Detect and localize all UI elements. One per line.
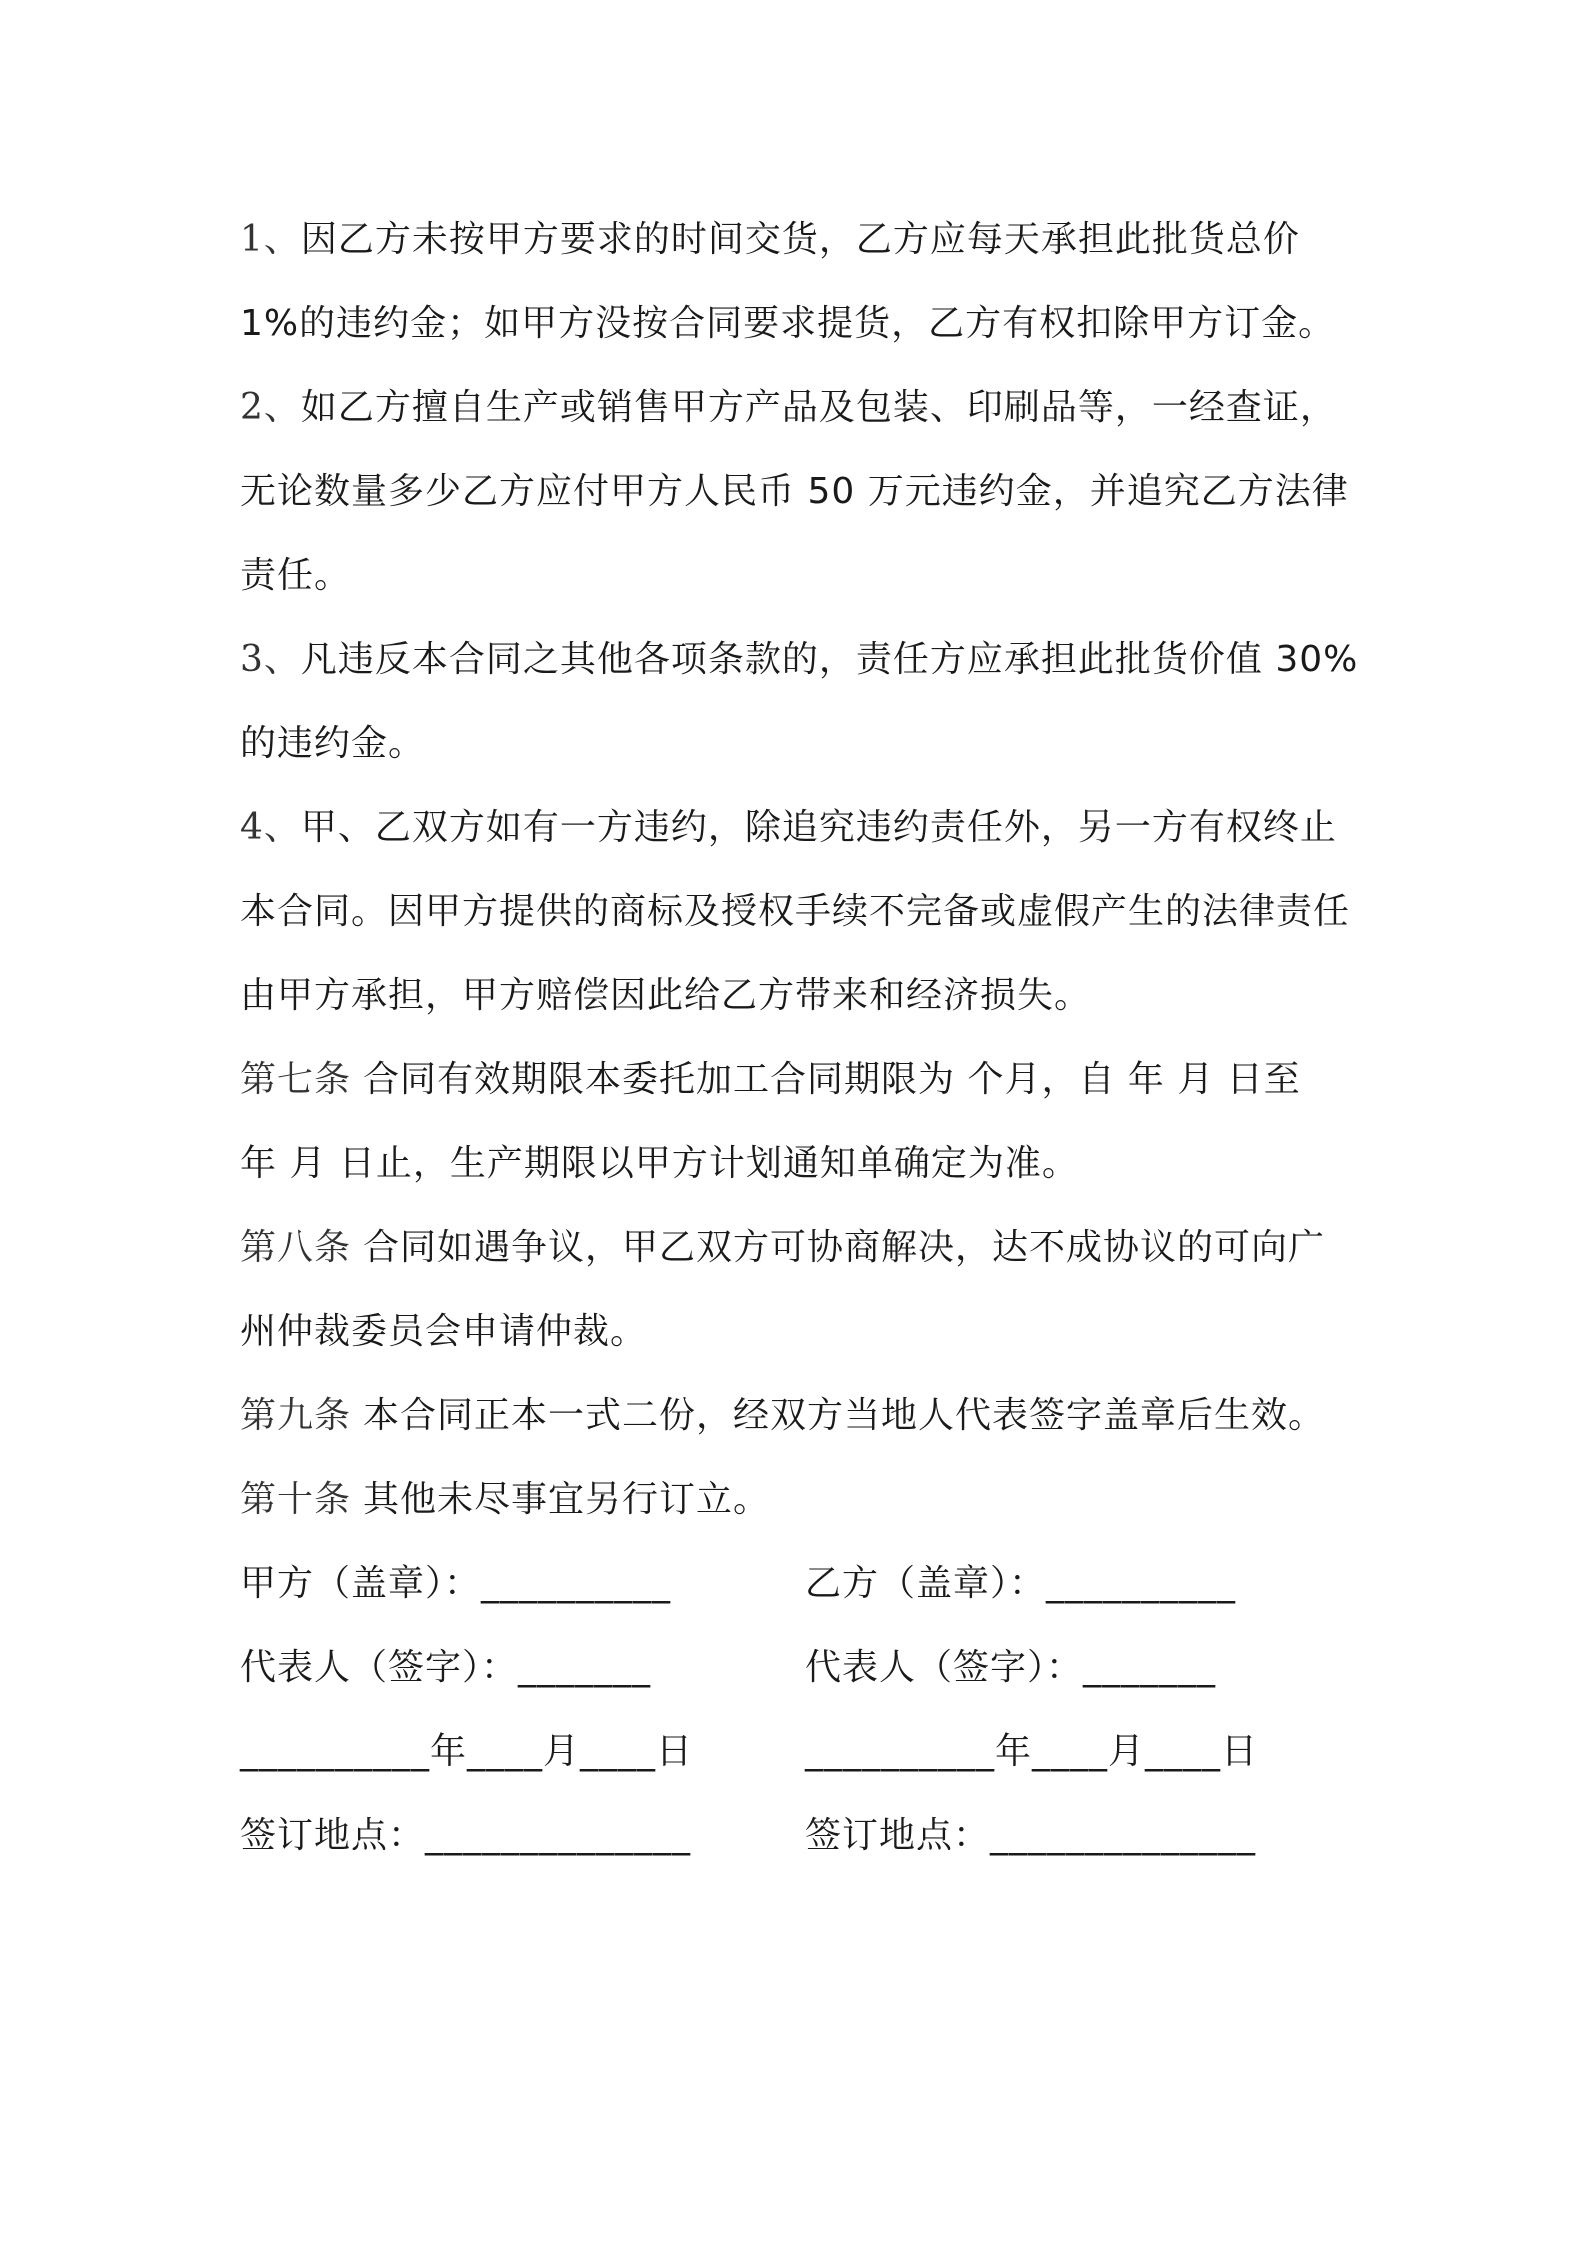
clause-text: 凡违反本合同之其他各项条款的，责任方应承担此批货价值 30%	[300, 639, 1359, 680]
article-text: 其他未尽事宜另行订立。	[363, 1479, 771, 1520]
party-b-seal[interactable]: 乙方（盖章）：__________	[805, 1563, 1237, 1604]
party-b-representative[interactable]: 代表人（签字）：_______	[805, 1647, 1217, 1688]
clause-text: 无论数量多少乙方应付甲方人民币 50 万元违约金，并追究乙方法律	[240, 471, 1349, 512]
clause-text: 本合同。因甲方提供的商标及授权手续不完备或虚假产生的法律责任	[240, 891, 1351, 932]
article-line	[240, 1290, 1360, 1374]
clause-number: 3、	[240, 639, 301, 680]
article-text: 合同如遇争议，甲乙双方可协商解决，达不成协议的可向广	[363, 1227, 1326, 1268]
article-line	[240, 1038, 1360, 1122]
article-text: 州仲裁委员会申请仲裁。	[240, 1311, 648, 1352]
article-8	[240, 1206, 1360, 1374]
clause-line	[240, 618, 1360, 702]
clause-text: 1%的违约金；如甲方没按合同要求提货，乙方有权扣除甲方订金。	[240, 303, 1336, 344]
clause-line	[240, 534, 1360, 618]
clause-number: 1、	[240, 219, 301, 260]
signature-row-seal	[240, 1542, 1360, 1626]
party-b-date[interactable]: __________年____月____日	[805, 1731, 1258, 1772]
clause-line	[240, 366, 1360, 450]
article-text: 年 月 日止，生产期限以甲方计划通知单确定为准。	[240, 1143, 1079, 1184]
clause-line	[240, 198, 1360, 282]
article-label: 第八条	[240, 1227, 352, 1268]
article-label: 第十条	[240, 1479, 352, 1520]
signature-row-place	[240, 1794, 1360, 1878]
clause-4	[240, 786, 1360, 1038]
clause-text: 的违约金。	[240, 723, 426, 764]
signature-row-date	[240, 1710, 1360, 1794]
clause-line	[240, 954, 1360, 1038]
clause-3	[240, 618, 1360, 786]
clause-text: 因乙方未按甲方要求的时间交货，乙方应每天承担此批货总价	[300, 219, 1300, 260]
clause-line	[240, 702, 1360, 786]
clause-line	[240, 786, 1360, 870]
article-label: 第七条	[240, 1059, 352, 1100]
article-line	[240, 1206, 1360, 1290]
article-10	[240, 1458, 1360, 1542]
clause-line	[240, 282, 1360, 366]
clause-number: 4、	[240, 807, 301, 848]
party-a-seal[interactable]: 甲方（盖章）：__________	[240, 1563, 672, 1604]
clause-line	[240, 870, 1360, 954]
article-label: 第九条	[240, 1395, 352, 1436]
clause-text: 甲、乙双方如有一方违约，除追究违约责任外，另一方有权终止	[300, 807, 1337, 848]
clause-text: 责任。	[240, 555, 352, 596]
article-line	[240, 1122, 1360, 1206]
article-line	[240, 1458, 1360, 1542]
party-a-place[interactable]: 签订地点：______________	[240, 1815, 692, 1856]
article-7	[240, 1038, 1360, 1206]
party-b-place[interactable]: 签订地点：______________	[805, 1815, 1257, 1856]
contract-body	[240, 198, 1360, 1878]
party-a-representative[interactable]: 代表人（签字）：_______	[240, 1647, 652, 1688]
clause-line	[240, 450, 1360, 534]
clause-text: 如乙方擅自生产或销售甲方产品及包装、印刷品等，一经查证，	[300, 387, 1337, 428]
clause-2	[240, 366, 1360, 618]
article-text: 本合同正本一式二份，经双方当地人代表签字盖章后生效。	[363, 1395, 1326, 1436]
party-a-date[interactable]: __________年____月____日	[240, 1731, 693, 1772]
article-text: 合同有效期限本委托加工合同期限为 个月，自 年 月 日至	[363, 1059, 1301, 1100]
clause-number: 2、	[240, 387, 301, 428]
clause-text: 由甲方承担，甲方赔偿因此给乙方带来和经济损失。	[240, 975, 1092, 1016]
article-line	[240, 1374, 1360, 1458]
signature-row-representative	[240, 1626, 1360, 1710]
clause-1	[240, 198, 1360, 366]
signature-block	[240, 1542, 1360, 1878]
article-9	[240, 1374, 1360, 1458]
